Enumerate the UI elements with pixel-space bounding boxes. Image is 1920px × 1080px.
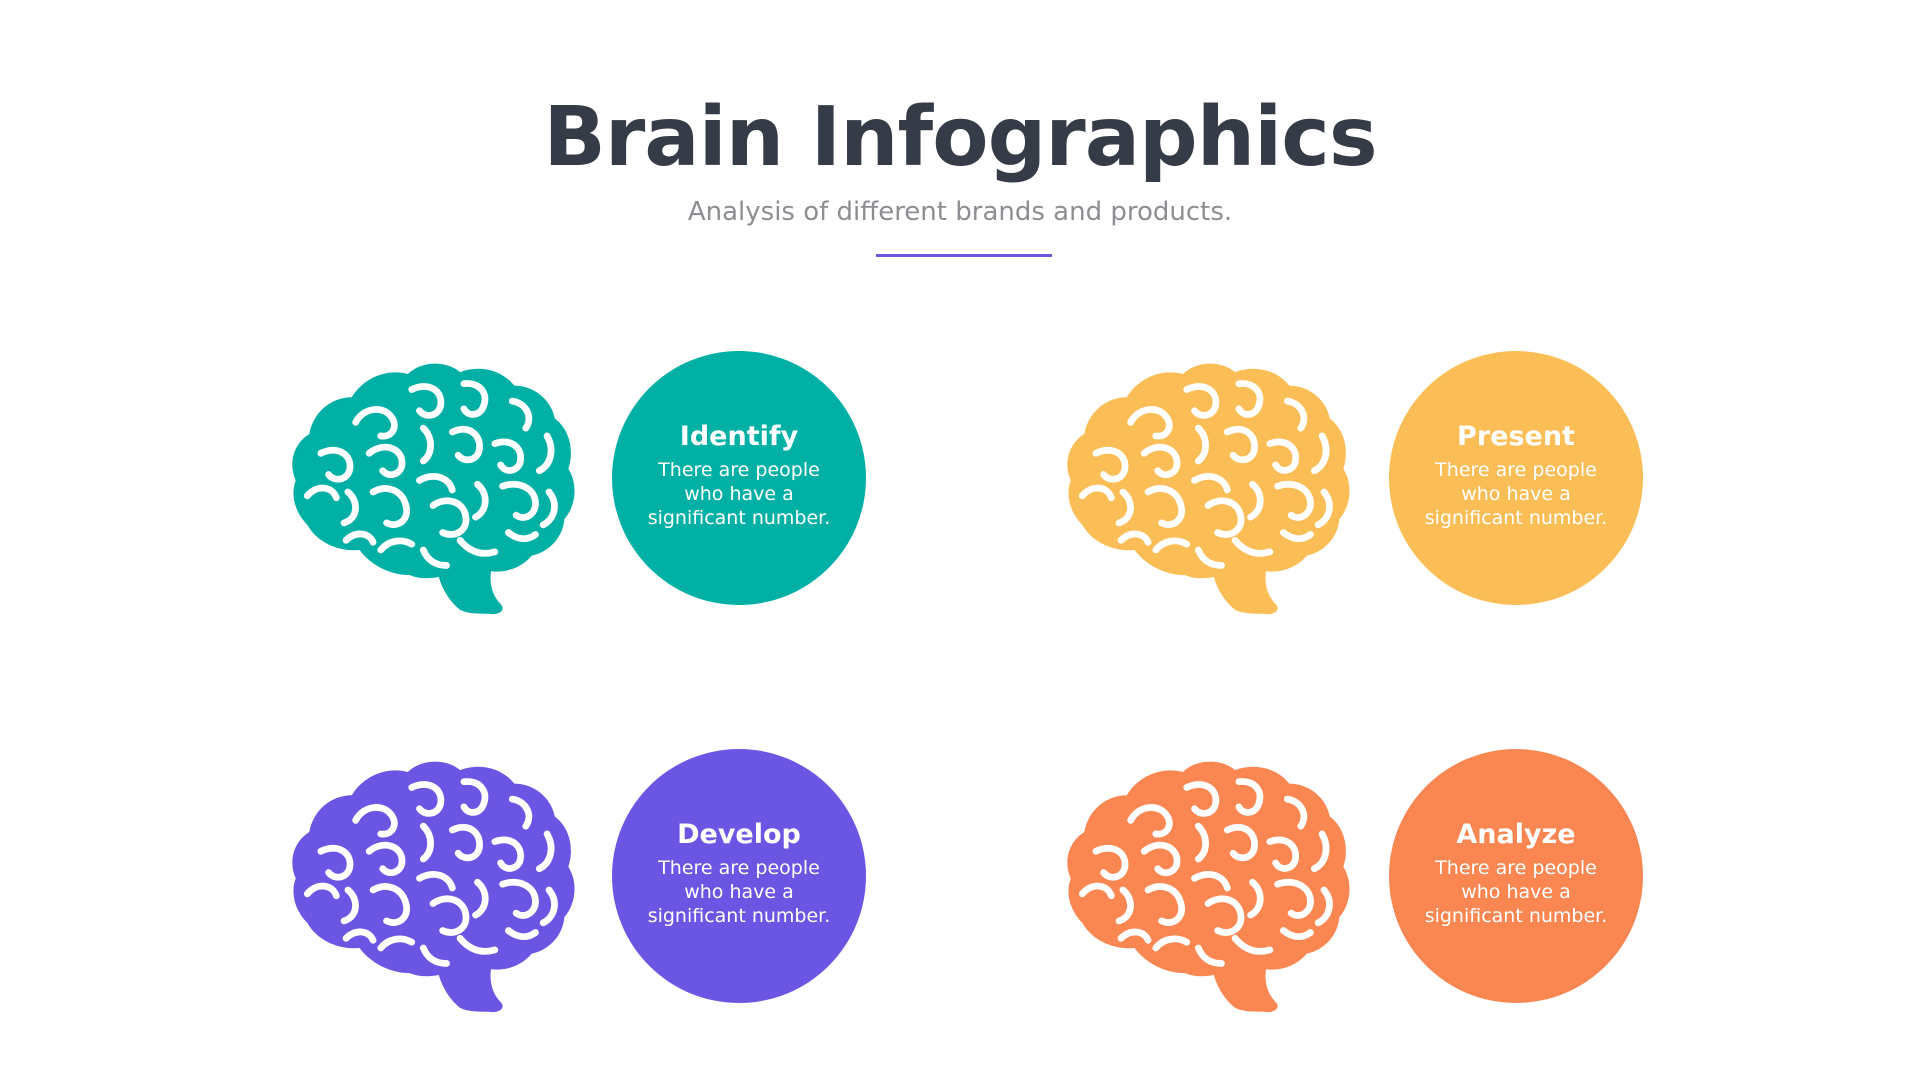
step-title: Analyze <box>1456 819 1576 850</box>
step-description: There are people who have a significant number. <box>1424 857 1608 927</box>
step-title: Present <box>1457 421 1575 452</box>
circle-present <box>1389 351 1643 605</box>
brain-icon <box>1063 350 1353 632</box>
step-title: Develop <box>677 819 801 850</box>
circle-identify <box>612 351 866 605</box>
brain-icon <box>288 748 578 1030</box>
step-description: There are people who have a significant number. <box>1424 459 1608 529</box>
step-description: There are people who have a significant number. <box>647 459 831 529</box>
step-title: Identify <box>679 421 799 452</box>
circle-develop <box>612 749 866 1003</box>
step-description: There are people who have a significant number. <box>647 857 831 927</box>
page-title: Brain Infographics <box>543 90 1377 185</box>
brain-icon <box>288 350 578 632</box>
title-divider <box>876 254 1052 257</box>
page-subtitle: Analysis of different brands and products. <box>687 197 1233 227</box>
circle-analyze <box>1389 749 1643 1003</box>
brain-icon <box>1063 748 1353 1030</box>
